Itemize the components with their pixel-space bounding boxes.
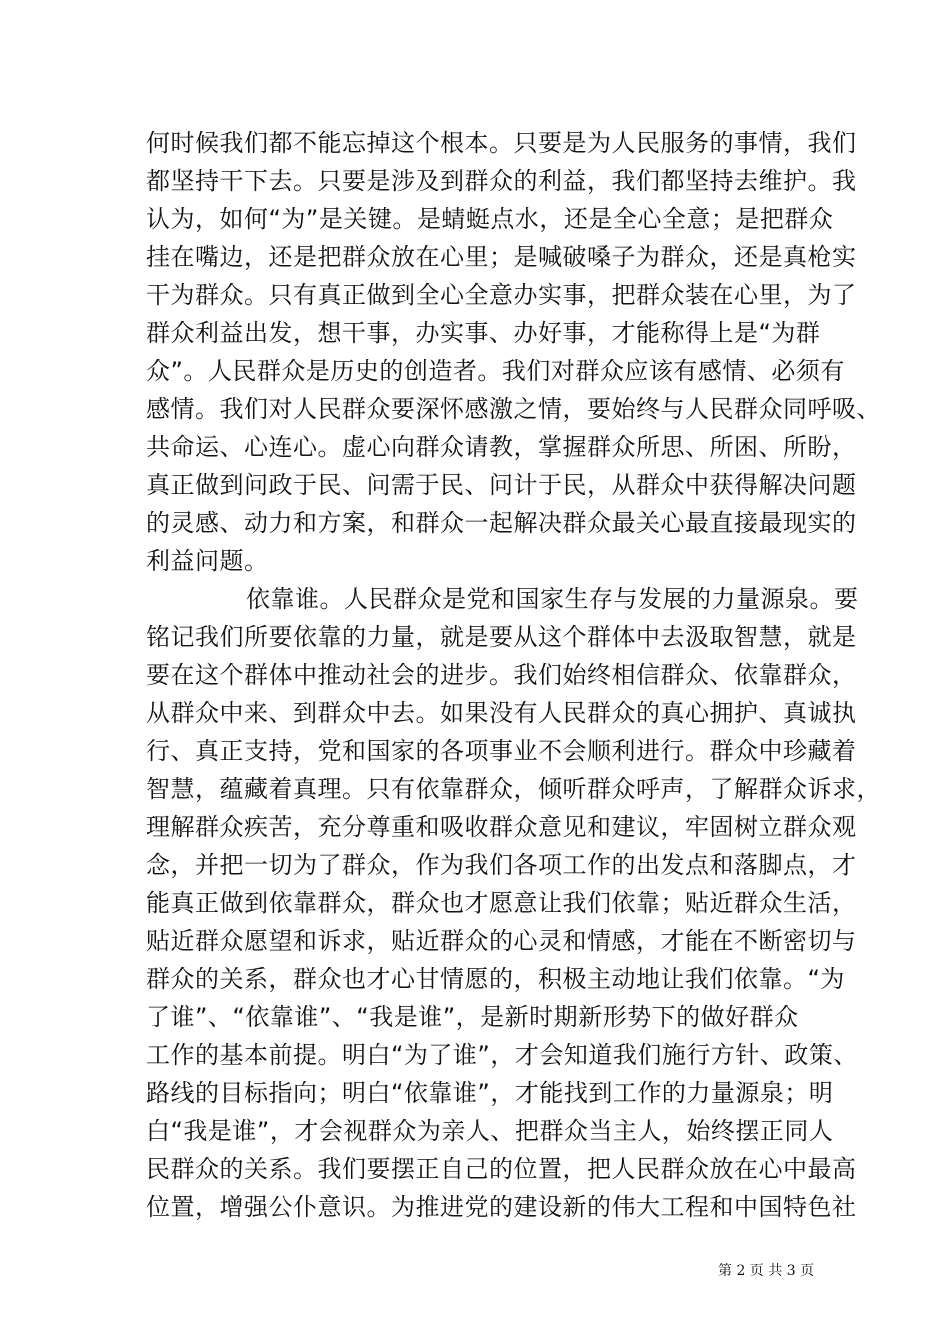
text-line: 念，并把一切为了群众，作为我们各项工作的出发点和落脚点，才 <box>146 851 857 879</box>
text-line: 能真正做到依靠群众，群众也才愿意让我们依靠；贴近群众生活， <box>146 889 857 917</box>
text-line: 的灵感、动力和方案，和群众一起解决群众最关心最直接最现实的 <box>146 509 857 537</box>
text-line: 依靠谁。人民群众是党和国家生存与发展的力量源泉。要 <box>246 585 859 613</box>
text-line: 贴近群众愿望和诉求，贴近群众的心灵和情感，才能在不断密切与 <box>146 927 857 955</box>
text-line: 了谁”、“依靠谁”、“我是谁”，是新时期新形势下的做好群众 <box>146 1003 799 1031</box>
text-line: 众”。人民群众是历史的创造者。我们对群众应该有感情、必须有 <box>146 357 845 385</box>
page-number: 第 2 页 共 3 页 <box>718 1263 815 1279</box>
text-line: 干为群众。只有真正做到全心全意办实事，把群众装在心里，为了 <box>146 281 857 309</box>
text-line: 共命运、心连心。虚心向群众请教，掌握群众所思、所困、所盼， <box>146 433 857 461</box>
text-line: 感情。我们对人民群众要深怀感激之情，要始终与人民群众同呼吸、 <box>146 395 881 423</box>
text-line: 要在这个群体中推动社会的进步。我们始终相信群众、依靠群众， <box>146 661 857 689</box>
text-line: 民群众的关系。我们要摆正自己的位置，把人民群众放在心中最高 <box>146 1155 857 1183</box>
text-line: 真正做到问政于民、问需于民、问计于民，从群众中获得解决问题 <box>146 471 857 499</box>
text-line: 白“我是谁”，才会视群众为亲人、把群众当主人，始终摆正同人 <box>146 1117 834 1145</box>
text-line: 利益问题。 <box>146 547 269 575</box>
text-line: 挂在嘴边，还是把群众放在心里；是喊破嗓子为群众，还是真枪实 <box>146 243 857 271</box>
text-line: 路线的目标指向；明白“依靠谁”，才能找到工作的力量源泉；明 <box>146 1079 834 1107</box>
text-line: 智慧，蕴藏着真理。只有依靠群众，倾听群众呼声，了解群众诉求， <box>146 775 881 803</box>
text-line: 群众利益出发，想干事，办实事、办好事，才能称得上是“为群 <box>146 319 821 347</box>
text-line: 群众的关系，群众也才心甘情愿的，积极主动地让我们依靠。“为 <box>146 965 845 993</box>
text-line: 工作的基本前提。明白“为了谁”，才会知道我们施行方针、政策、 <box>146 1041 858 1069</box>
text-line: 行、真正支持，党和国家的各项事业不会顺利进行。群众中珍藏着 <box>146 737 857 765</box>
text-line: 都坚持干下去。只要是涉及到群众的利益，我们都坚持去维护。我 <box>146 167 857 195</box>
text-line: 从群众中来、到群众中去。如果没有人民群众的真心拥护、真诚执 <box>146 699 857 727</box>
text-line: 铭记我们所要依靠的力量，就是要从这个群体中去汲取智慧，就是 <box>146 623 857 651</box>
text-line: 位置，增强公仆意识。为推进党的建设新的伟大工程和中国特色社 <box>146 1193 857 1221</box>
text-line: 理解群众疾苦，充分尊重和吸收群众意见和建议，牢固树立群众观 <box>146 813 857 841</box>
text-line: 何时候我们都不能忘掉这个根本。只要是为人民服务的事情，我们 <box>146 129 857 157</box>
text-line: 认为，如何“为”是关键。是蜻蜓点水，还是全心全意；是把群众 <box>146 205 834 233</box>
